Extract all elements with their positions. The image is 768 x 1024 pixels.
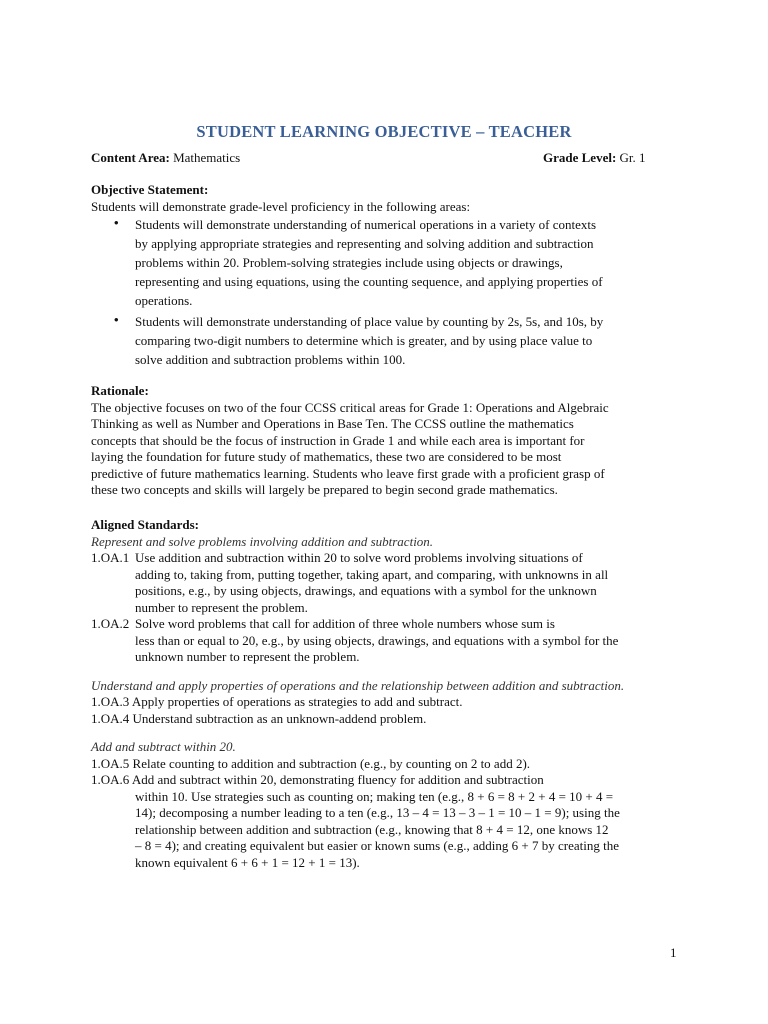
standard-1oa5 [91, 756, 691, 773]
rationale-line: Thinking as well as Number and Operations in Base Ten. The CCSS outline the mathematics [91, 416, 574, 431]
objective-bullet-list [91, 215, 691, 369]
bullet-line: representing and using equations, using the counting sequence, and applying properties of [135, 274, 603, 289]
objective-heading: Objective Statement: [91, 182, 209, 197]
standard-line: less than or equal to 20, e.g., by using objects, drawings, and equations with a symbol for the [135, 632, 619, 648]
standard-1oa1 [91, 550, 691, 616]
bullet-icon: • [114, 215, 119, 230]
content-area-row [91, 150, 681, 166]
standard-line: adding to, taking from, putting together, taking apart, and comparing, with unknowns in all [135, 566, 609, 582]
standard-line: relationship between addition and subtraction (e.g., knowing that 8 + 4 = 12, one knows 12 [135, 821, 609, 837]
grade-level-value: Gr. 1 [619, 150, 646, 165]
objective-intro: Students will demonstrate grade-level proficiency in the following areas: [91, 198, 471, 214]
bullet-icon: • [114, 312, 119, 327]
standard-text: Understand subtraction as an unknown-addend problem. [132, 710, 427, 726]
standard-line: positions, e.g., by using objects, drawings, and equations with a symbol for the unknown [135, 583, 597, 598]
bullet-line: solve addition and subtraction problems within 100. [135, 352, 406, 367]
standards-group-title: Add and subtract within 20. [91, 739, 236, 754]
standard-line: Use addition and subtraction within 20 to solve word problems involving situations of [135, 550, 583, 565]
document-title: STUDENT LEARNING OBJECTIVE – TEACHER [196, 122, 572, 141]
standard-line: Add and subtract within 20, demonstrating fluency for addition and subtraction [131, 772, 544, 787]
objective-section [91, 182, 691, 371]
aligned-standards-heading: Aligned Standards: [91, 517, 199, 532]
bullet-line: by applying appropriate strategies and representing and solving addition and subtraction [135, 236, 594, 251]
rationale-line: laying the foundation for future study of mathematics, these two are considered to be most [91, 449, 562, 464]
grade-level [543, 150, 646, 167]
standard-1oa6 [91, 772, 691, 871]
standard-code: 1.OA.2 [91, 616, 130, 631]
standard-code: 1.OA.6 [91, 772, 130, 787]
standard-text: Apply properties of operations as strategies to add and subtract. [131, 694, 463, 709]
rationale-section [91, 383, 691, 499]
standard-1oa3 [91, 694, 691, 711]
bullet-line: problems within 20. Problem-solving strategies include using objects or drawings, [135, 255, 563, 270]
grade-level-label: Grade Level: [543, 150, 617, 165]
content-area-label: Content Area: [91, 150, 170, 165]
bullet-line: operations. [135, 293, 193, 308]
standard-code: 1.OA.5 [91, 755, 130, 771]
rationale-line: these two concepts and skills will largely be prepared to begin second grade mathematics. [91, 482, 558, 497]
standard-code: 1.OA.3 [91, 694, 130, 709]
standards-group-title: Understand and apply properties of operations and the relationship between addition and subtraction. [91, 677, 625, 693]
bullet-line: comparing two-digit numbers to determine which is greater, and by using place value to [135, 333, 593, 348]
objective-bullet [91, 215, 691, 310]
standard-line: unknown number to represent the problem. [135, 649, 360, 664]
bullet-line: Students will demonstrate understanding of numerical operations in a variety of contexts [135, 217, 597, 232]
standard-line: known equivalent 6 + 6 + 1 = 12 + 1 = 13). [135, 854, 360, 870]
bullet-line: Students will demonstrate understanding of place value by counting by 2s, 5s, and 10s, by [135, 314, 604, 329]
standards-group-title: Represent and solve problems involving addition and subtraction. [91, 533, 434, 549]
rationale-heading: Rationale: [91, 383, 149, 398]
standard-line: – 8 = 4); and creating equivalent but easier or known sums (e.g., adding 6 + 7 by creating the [135, 838, 619, 853]
content-area-value: Mathematics [173, 150, 241, 165]
standard-1oa4 [91, 711, 691, 728]
standard-1oa2 [91, 616, 691, 666]
aligned-standards-section [91, 517, 691, 871]
standard-code: 1.OA.1 [91, 550, 130, 565]
objective-bullet [91, 312, 691, 369]
standard-line: Solve word problems that call for addition of three whole numbers whose sum is [135, 616, 555, 631]
standard-text: Relate counting to addition and subtraction (e.g., by counting on 2 to add 2). [132, 755, 531, 771]
rationale-line: predictive of future mathematics learning. Students who leave first grade with a proficient grasp of [91, 465, 605, 481]
standard-code: 1.OA.4 [91, 710, 130, 726]
rationale-line: The objective focuses on two of the four CCSS critical areas for Grade 1: Operations and Algebraic [91, 399, 609, 415]
rationale-line: concepts that should be the focus of instruction in Grade 1 and while each area is important for [91, 432, 585, 448]
content-area [91, 150, 240, 165]
standard-line: 14); decomposing a number leading to a ten (e.g., 13 – 4 = 13 – 3 – 1 = 10 – 1 = 9); using the [135, 805, 620, 820]
standard-line: within 10. Use strategies such as counting on; making ten (e.g., 8 + 6 = 8 + 2 + 4 = 10 + 4 = [135, 788, 614, 804]
page-number: 1 [670, 945, 677, 960]
standard-line: number to represent the problem. [135, 599, 308, 615]
